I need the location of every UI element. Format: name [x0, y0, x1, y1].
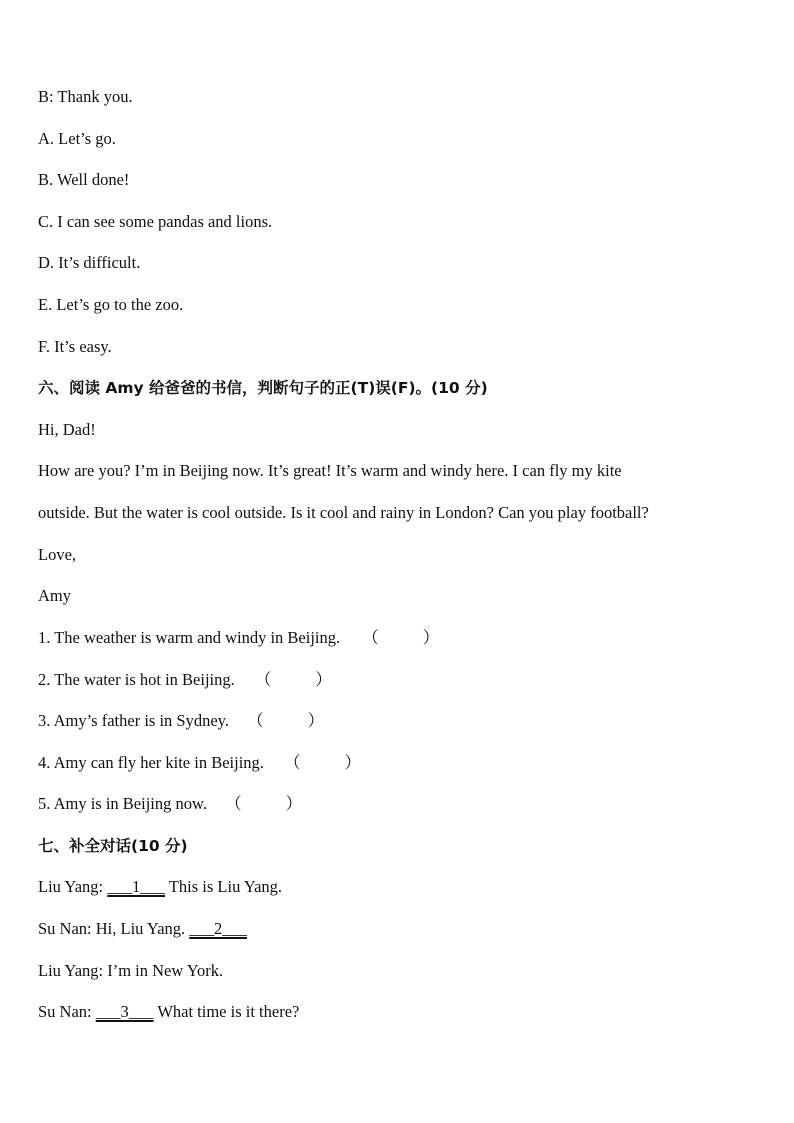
answer-paren-1[interactable]: （ ）	[362, 628, 440, 647]
blank-2[interactable]: ___2___	[189, 919, 248, 938]
option-b: B. Well done!	[38, 170, 130, 189]
letter-signature: Amy	[38, 586, 71, 605]
blank-1[interactable]: ___1___	[107, 877, 165, 896]
blank-3[interactable]: ___3___	[95, 1002, 154, 1021]
dialogue-line-3: Liu Yang: I’m in New York.	[38, 961, 224, 980]
dialogue-text: This is Liu Yang.	[168, 877, 283, 896]
speaker-su-nan: Su Nan:	[38, 1002, 92, 1021]
letter-closing: Love,	[38, 545, 77, 564]
option-e: E. Let’s go to the zoo.	[38, 295, 184, 314]
dialogue-text: What time is it there?	[157, 1002, 300, 1021]
judgement-question-2	[38, 670, 332, 690]
judgement-question-5	[38, 794, 302, 814]
option-d: D. It’s difficult.	[38, 253, 141, 272]
dialogue-line-b: B: Thank you.	[38, 87, 133, 106]
dialogue-line-1	[38, 877, 282, 897]
judgement-question-4	[38, 753, 361, 773]
section-six-heading: 六、阅读 Amy 给爸爸的书信，判断句子的正(T)误(F)。(10 分)	[38, 379, 488, 397]
speaker-liu-yang: Liu Yang:	[38, 877, 104, 896]
judgement-question-1	[38, 628, 439, 648]
section-seven-heading: 七、补全对话(10 分)	[38, 837, 188, 855]
option-c: C. I can see some pandas and lions.	[38, 212, 273, 231]
dialogue-line-4	[38, 1002, 299, 1022]
answer-paren-5[interactable]: （ ）	[225, 794, 303, 813]
letter-greeting: Hi, Dad!	[38, 420, 96, 439]
question-text: 3. Amy’s father is in Sydney.	[38, 711, 229, 730]
question-text: 4. Amy can fly her kite in Beijing.	[38, 753, 264, 772]
answer-paren-3[interactable]: （ ）	[247, 711, 325, 730]
question-text: 1. The weather is warm and windy in Beijing.	[38, 628, 341, 647]
speaker-su-nan: Su Nan: Hi, Liu Yang.	[38, 919, 186, 938]
option-f: F. It’s easy.	[38, 337, 112, 356]
judgement-question-3	[38, 711, 324, 731]
answer-paren-2[interactable]: （ ）	[254, 670, 332, 689]
answer-paren-4[interactable]: （ ）	[284, 753, 362, 772]
question-text: 5. Amy is in Beijing now.	[38, 794, 207, 813]
dialogue-line-2	[38, 919, 247, 939]
question-text: 2. The water is hot in Beijing.	[38, 670, 235, 689]
option-a: A. Let’s go.	[38, 129, 116, 148]
letter-body-line-2: outside. But the water is cool outside. Is it cool and rainy in London? Can you play football?	[38, 503, 649, 522]
letter-body-line-1: How are you? I’m in Beijing now. It’s great! It’s warm and windy here. I can fly my kite	[38, 461, 622, 480]
